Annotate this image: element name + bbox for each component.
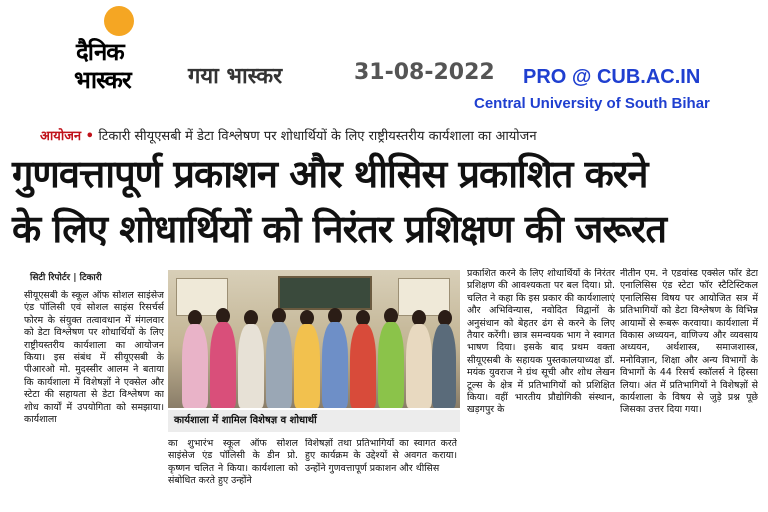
pro-stamp: PRO @ CUB.AC.IN <box>523 66 701 88</box>
article-column-2b: विशेषज्ञों तथा प्रतिभागियों का स्वागत करते हुए कार्यक्रम के उद्देश्यों से अवगत कराया। उन्होंने गुणवत्तापूर्ण प्रकाशन और थीसिस <box>305 438 457 474</box>
logo-text-line1: दैनिक <box>76 38 124 66</box>
kicker-text: टिकारी सीयूएसबी में डेटा विश्लेषण पर शोधार्थियों के लिए राष्ट्रीयस्तरीय कार्यशाला का आयोजन <box>98 129 537 144</box>
headline-line2: के लिए शोधार्थियों को निरंतर प्रशिक्षण की जरूरत <box>12 207 666 251</box>
edition-date: 31-08-2022 <box>354 60 495 85</box>
article-column-2a: का शुभारंभ स्कूल ऑफ सोशल साइंसेज एंड पॉलिसी के डीन प्रो. कृष्णन चलित ने किया। कार्यशाला को संबोधित करते हुए उन्होंने <box>168 438 298 487</box>
logo-text-line2: भास्कर <box>74 66 131 94</box>
logo-sun-icon <box>104 6 134 36</box>
group-photo <box>168 270 460 408</box>
article-column-1: सीयूएसबी के स्कूल ऑफ सोशल साइंसेज एंड पॉलिसी एवं सोशल साइंस रिसर्चर्स फोरम के संयुक्त तत्वावधान में मंगलवार को डेटा विश्लेषण पर शोधार्थियों के लिए राष्ट्रीयस्तरीय कार्यशाला का आयोजन किया। इस संबंध में सीयूएसबी के पीआरओ मो. मुदस्सीर आलम ने बताया कि कार्यशाला में विशेषज्ञों ने एक्सेल और स्टेटा की सहायता से डेटा विश्लेषण का शोध कार्यों में उपयोगिता को समझाया। कार्यशाला <box>24 290 164 426</box>
headline-line1: गुणवत्तापूर्ण प्रकाशन और थीसिस प्रकाशित करने <box>12 152 648 196</box>
kicker <box>40 126 537 144</box>
kicker-label: आयोजन <box>40 129 82 144</box>
photo-caption: कार्यशाला में शामिल विशेषज्ञ व शोधार्थी <box>168 410 460 432</box>
byline: सिटी रिपोर्टर | टिकारी <box>30 273 102 283</box>
edition-name: गया भास्कर <box>188 64 283 89</box>
article-column-4: नीतीन एम. ने एडवांस्ड एक्सेल फॉर डेटा एनालिसिस एंड स्टेटा फॉर स्टैटिस्टिकल एनालिसिस विषय पर आयोजित सत्र में प्रतिभागियों को डेटा विश्लेषण के विभिन्न आयामों से रूबरू करवाया। कार्यशाला में विकास अध्ययन, वाणिज्य और व्यवसाय अध्ययन, अर्थशास्त्र, समाजशास्त्र, मनोविज्ञान, शिक्षा और अन्य विभागों के विभागों के 44 रिसर्च स्कॉलर्स ने हिस्सा लिया। अंत में प्रतिभागियों ने विशेषज्ञों से कार्यशाला के विषय से जुड़े प्रश्न पूछे जिसका उत्तर दिया गया। <box>620 268 758 416</box>
university-stamp: Central University of South Bihar <box>474 95 710 112</box>
article-column-3: प्रकाशित करने के लिए शोधार्थियों के निरंतर प्रशिक्षण की आवश्यकता पर बल दिया। प्रो. चलित ने कहा कि इस प्रकार की कार्यशालाएं और अभिविन्यास, नवोदित विद्वानों के अनुसंधान को बेहतर ढंग से करने के लिए तैयार करेंगी। छात्र समन्वयक भाग ने स्वागत भाषण दिया। इसके बाद प्रथम वक्ता सीयूएसबी के सहायक पुस्तकालयाध्यक्ष डॉ. मयंक युवराज ने ग्रंथ सूची और शोध लेखन टूल्स के क्षेत्र में प्रतिभागियों को प्रशिक्षित किया। वहीं भारतीय प्रौद्योगिकी संस्थान, खड़गपुर के <box>467 268 615 416</box>
kicker-bullet: • <box>81 129 99 144</box>
